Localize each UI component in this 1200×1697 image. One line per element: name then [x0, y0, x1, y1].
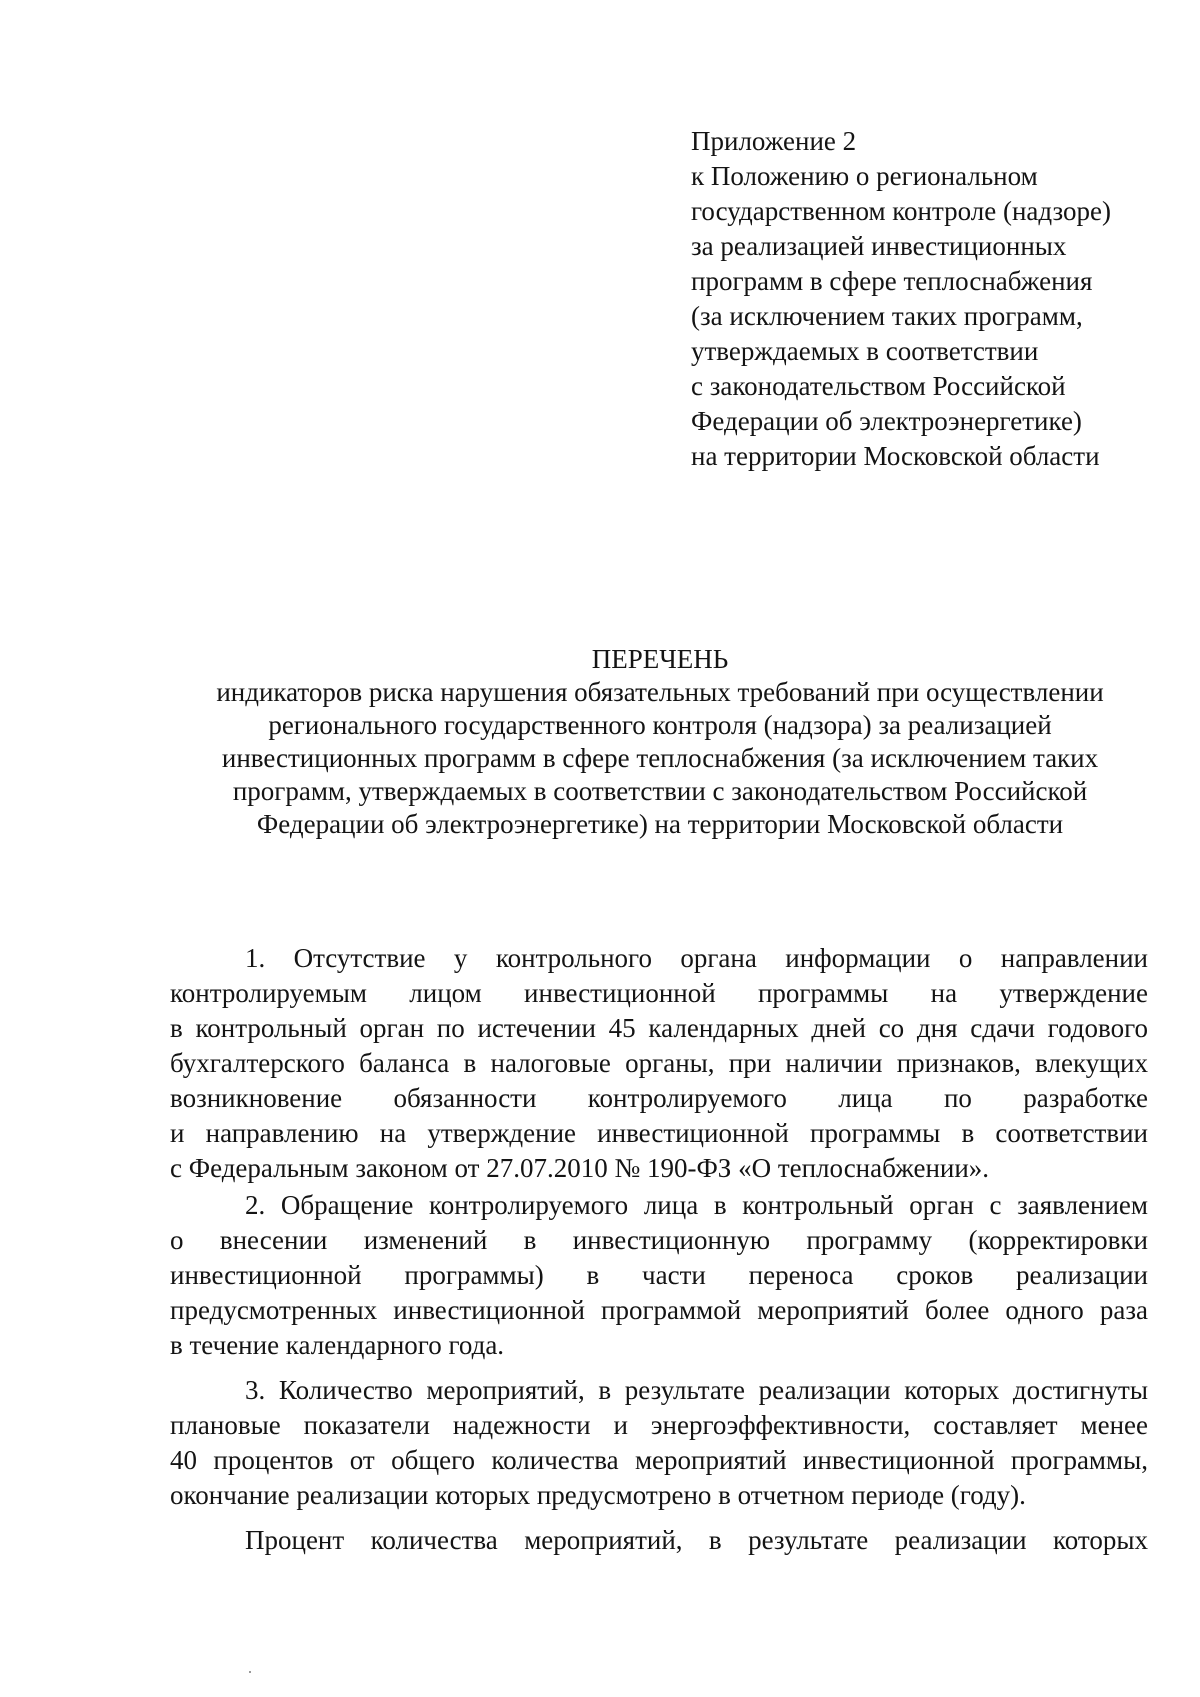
appendix-line: за реализацией инвестиционных	[691, 231, 1067, 261]
appendix-line: к Положению о региональном	[691, 161, 1038, 191]
scan-artifact	[249, 1671, 251, 1673]
paragraph-line: и направлению на утверждение инвестиционной программы в соответствии	[170, 1118, 1148, 1148]
paragraph-line: плановые показатели надежности и энергоэффективности, составляет менее	[170, 1410, 1148, 1440]
appendix-line: Федерации об электроэнергетике)	[691, 406, 1082, 436]
paragraph-line: возникновение обязанности контролируемого лица по разработке	[170, 1083, 1148, 1113]
paragraph-line: 3. Количество мероприятий, в результате реализации которых достигнуты	[245, 1375, 1148, 1405]
paragraph-line: инвестиционной программы) в части переноса сроков реализации	[170, 1260, 1148, 1290]
paragraph-line: с Федеральным законом от 27.07.2010 № 190-ФЗ «О теплоснабжении».	[170, 1153, 990, 1183]
appendix-line: утверждаемых в соответствии	[691, 336, 1039, 366]
paragraph-1	[170, 941, 1148, 1186]
paragraph-line: бухгалтерского баланса в налоговые органы, при наличии признаков, влекущих	[170, 1048, 1148, 1078]
document-subtitle-line: программ, утверждаемых в соответствии с законодательством Российской	[232, 776, 1088, 806]
paragraph-line: предусмотренных инвестиционной программой мероприятий более одного раза	[170, 1295, 1148, 1325]
paragraph-2	[170, 1188, 1148, 1363]
document-subtitle-line: Федерации об электроэнергетике) на территории Московской области	[256, 809, 1064, 839]
appendix-header	[691, 124, 1131, 474]
appendix-line: (за исключением таких программ,	[691, 301, 1083, 331]
paragraph-line: Процент количества мероприятий, в результате реализации которых	[245, 1525, 1148, 1555]
paragraph-3	[170, 1373, 1148, 1513]
paragraph-4	[170, 1523, 1148, 1558]
appendix-line: программ в сфере теплоснабжения	[691, 266, 1093, 296]
document-title: ПЕРЕЧЕНЬ	[591, 644, 729, 674]
document-subtitle-line: инвестиционных программ в сфере теплоснабжения (за исключением таких	[221, 743, 1099, 773]
paragraph-line: о внесении изменений в инвестиционную программу (корректировки	[170, 1225, 1148, 1255]
paragraph-line: 2. Обращение контролируемого лица в контрольный орган с заявлением	[245, 1190, 1148, 1220]
appendix-line: с законодательством Российской	[691, 371, 1066, 401]
document-subtitle-line: индикаторов риска нарушения обязательных требований при осуществлении	[216, 677, 1104, 707]
appendix-line: государственном контроле (надзоре)	[691, 196, 1111, 226]
paragraph-line: контролируемым лицом инвестиционной программы на утверждение	[170, 978, 1148, 1008]
document-body	[170, 941, 1148, 1558]
document-subtitle-line: регионального государственного контроля (надзора) за реализацией	[268, 710, 1052, 740]
paragraph-line: в контрольный орган по истечении 45 календарных дней со дня сдачи годового	[170, 1013, 1148, 1043]
paragraph-line: 1. Отсутствие у контрольного органа информации о направлении	[245, 943, 1148, 973]
appendix-line: на территории Московской области	[691, 441, 1100, 471]
paragraph-line: в течение календарного года.	[170, 1330, 505, 1360]
paragraph-line: окончание реализации которых предусмотрено в отчетном периоде (году).	[170, 1480, 1026, 1510]
appendix-line: Приложение 2	[691, 126, 857, 156]
paragraph-line: 40 процентов от общего количества мероприятий инвестиционной программы,	[170, 1445, 1148, 1475]
document-heading	[120, 643, 1200, 841]
